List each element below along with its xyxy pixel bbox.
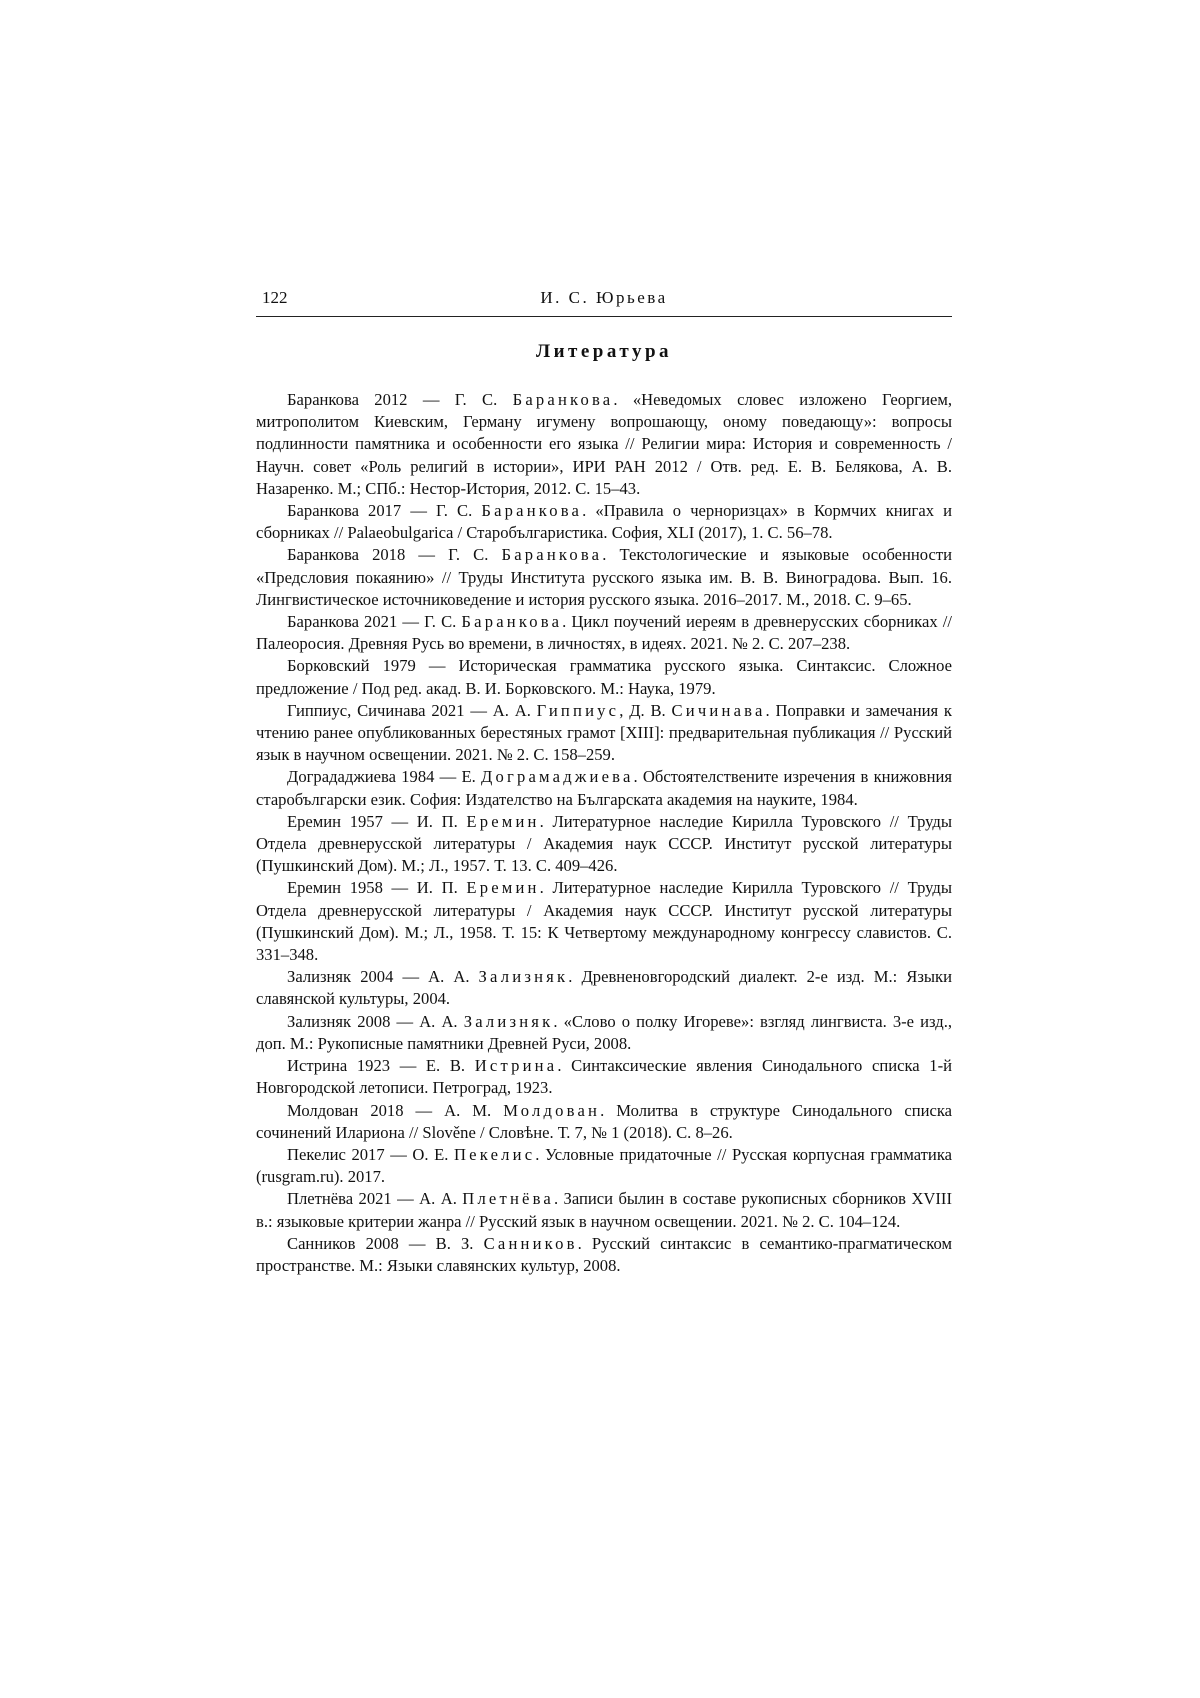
reference-text: . Русский синтаксис в семантико-прагматическом пространстве. М.: Языки славянских культур, 2008.: [256, 1233, 952, 1275]
reference-author-spaced: Сичинава: [671, 700, 766, 720]
reference-text: Борковский 1979 — Историческая грамматика русского языка. Синтаксис. Сложное предложение / Под ред. акад. В. И. Борковского. М.: Наука, 1979.: [256, 656, 952, 698]
reference-entry: [256, 811, 952, 878]
reference-entry: [256, 1188, 952, 1232]
reference-author-spaced: Плетнёва: [462, 1189, 554, 1209]
reference-text: Плетнёва 2021 — А. А.: [287, 1189, 463, 1209]
reference-text: Еремин 1958 — И. П.: [287, 878, 467, 898]
reference-entry: [256, 1144, 952, 1188]
running-header: [256, 286, 952, 317]
reference-author-spaced: Зализняк: [478, 967, 569, 987]
reference-text: . Записи былин в составе рукописных сборников XVIII в.: языковые критерии жанра // Русский язык в научном освещении. 2021. № 2. С. 104–124.: [256, 1189, 952, 1231]
reference-text: Гиппиус, Сичинава 2021 — А. А.: [287, 700, 537, 720]
reference-author-spaced: Баранкова: [461, 612, 563, 632]
reference-text: Пекелис 2017 — О. Е.: [287, 1144, 454, 1164]
reference-text: Молдован 2018 — А. М.: [287, 1100, 504, 1120]
reference-entry: [256, 1055, 952, 1099]
reference-author-spaced: Баранкова: [512, 390, 614, 409]
reference-text: . «Неведомых словес изложено Георгием, митрополитом Киевским, Герману игумену вопрошающу, оному поведающу»: вопросы подлинности памятника и особенности его языка // Религии мира: История и современность / Научн. совет «Роль религий в истории», ИРИ РАН 2012 / Отв. ред. Е. В. Белякова, А. В. Назаренко. М.; СПб.: Нестор-История, 2012. С. 15–43.: [256, 390, 953, 498]
reference-author-spaced: Дограмаджиева: [480, 767, 634, 787]
reference-text: . Цикл поучений иереям в древнерусских сборниках // Палеоросия. Древняя Русь во времени, в личностях, в идеях. 2021. № 2. С. 207–238.: [256, 612, 952, 654]
reference-text: . Молитва в структуре Синодального списка сочинений Илариона // Slověne / Словѣне. Т. 7, № 1 (2018). С. 8–26.: [256, 1100, 952, 1142]
reference-list: [256, 389, 952, 1277]
reference-entry: [256, 1100, 952, 1144]
reference-author-spaced: Еремин: [466, 811, 540, 831]
reference-entry: [256, 1011, 952, 1055]
reference-entry: [256, 500, 952, 544]
reference-entry: [256, 544, 952, 611]
reference-author-spaced: Баранкова: [481, 501, 583, 521]
reference-text: . Синтаксические явления Синодального списка 1-й Новгородской летописи. Петроград, 1923.: [256, 1056, 952, 1098]
reference-text: Баранкова 2021 — Г. С.: [287, 612, 462, 632]
reference-text: . Литературное наследие Кирилла Туровского // Труды Отдела древнерусской литературы / Академия наук СССР. Институт русской литературы (Пушкинский Дом). М.; Л., 1957. Т. 13. С. 409–426.: [256, 811, 952, 876]
reference-text: Баранкова 2012 — Г. С.: [287, 390, 513, 409]
reference-text: Еремин 1957 — И. П.: [287, 811, 467, 831]
reference-entry: [256, 1233, 952, 1277]
reference-entry: [256, 655, 952, 699]
reference-author-spaced: Гиппиус: [536, 700, 620, 720]
reference-author-spaced: Санников: [483, 1233, 578, 1253]
running-author: И. С. Юрьева: [540, 288, 668, 307]
page-number: 122: [262, 288, 288, 307]
section-title: Литература: [535, 341, 673, 362]
reference-text: Баранкова 2017 — Г. С.: [287, 501, 482, 521]
reference-text: Зализняк 2004 — А. А.: [287, 967, 479, 987]
reference-author-spaced: Истрина: [474, 1056, 558, 1076]
reference-text: Баранкова 2018 — Г. С.: [287, 545, 502, 565]
reference-text: . Обстоятелствените изречения в книжовния старобългарски език. София: Издателство на Българската академия на науките, 1984.: [256, 767, 952, 809]
reference-text: . Текстологические и языковые особенности «Предсловия покаянию» // Труды Института русского языка им. В. В. Виноградова. Вып. 16. Лингвистическое источниковедение и история русского языка. 2016–2017. М., 2018. С. 9–65.: [256, 545, 952, 609]
reference-text: . Древненовгородский диалект. 2-е изд. М.: Языки славянской культуры, 2004.: [256, 967, 952, 1009]
reference-author-spaced: Баранкова: [501, 545, 603, 565]
reference-entry: [256, 700, 952, 767]
reference-author-spaced: Молдован: [503, 1100, 601, 1120]
reference-entry: [256, 766, 952, 810]
reference-text: Санников 2008 — В. З.: [287, 1233, 484, 1253]
reference-entry: [256, 877, 952, 966]
reference-text: , Д. В.: [619, 700, 672, 720]
reference-text: . «Слово о полку Игореве»: взгляд лингвиста. 3-е изд., доп. М.: Рукописные памятники Древней Руси, 2008.: [256, 1011, 953, 1053]
reference-text: . Литературное наследие Кирилла Туровского // Труды Отдела древнерусской литературы / Академия наук СССР. Институт русской литературы (Пушкинский Дом). М.; Л., 1958. Т. 15: К Четвертому международному конгрессу славистов. С. 331–348.: [256, 878, 952, 965]
reference-entry: [256, 611, 952, 655]
reference-author-spaced: Зализняк: [463, 1011, 554, 1031]
page: [256, 286, 952, 1277]
reference-text: Доградаджиева 1984 — Е.: [287, 767, 481, 787]
reference-entry: [256, 966, 952, 1010]
reference-text: . Условные придаточные // Русская корпусная грамматика (rusgram.ru). 2017.: [256, 1144, 952, 1187]
reference-text: . Поправки и замечания к чтению ранее опубликованных берестяных грамот [XIII]: предварительная публикация // Русский язык в научном освещении. 2021. № 2. С. 158–259.: [256, 700, 952, 765]
reference-text: . «Правила о черноризцах» в Кормчих книгах и сборниках // Palaeobulgarica / Старобългаристика. София, XLI (2017), 1. С. 56–78.: [256, 501, 953, 543]
reference-text: Зализняк 2008 — А. А.: [287, 1011, 464, 1031]
reference-author-spaced: Пекелис: [453, 1144, 536, 1164]
reference-entry: [256, 389, 952, 500]
reference-author-spaced: Еремин: [466, 878, 540, 898]
reference-text: Истрина 1923 — Е. В.: [287, 1056, 475, 1076]
